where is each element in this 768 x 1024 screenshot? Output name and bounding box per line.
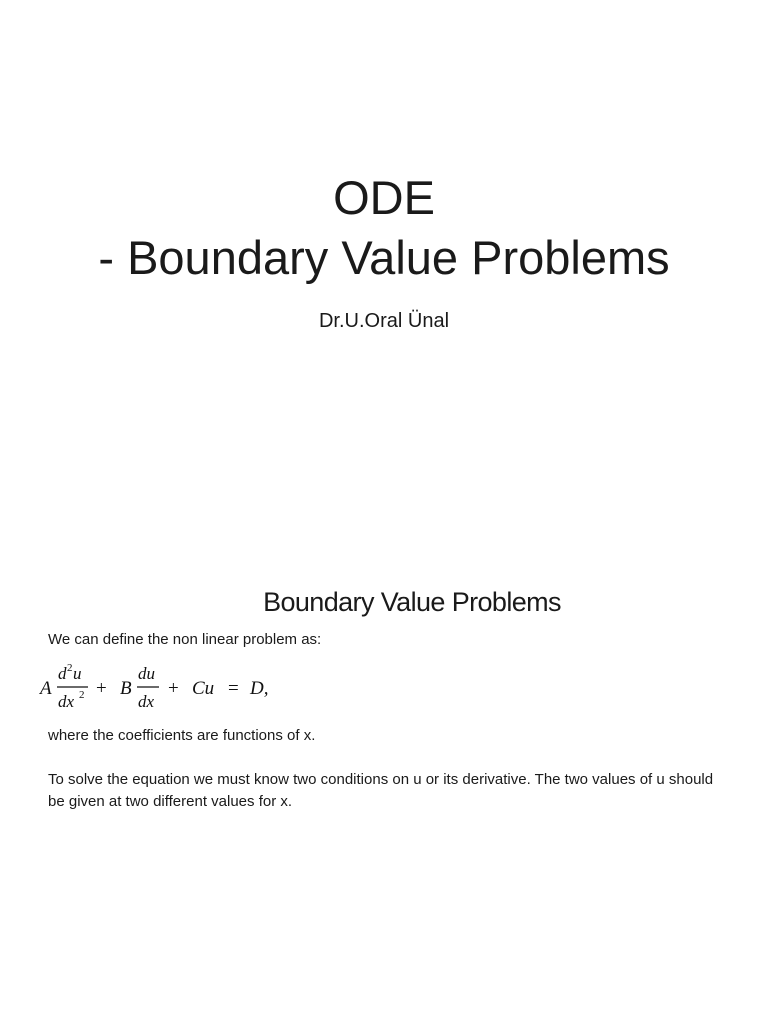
eq-d2-exp: 2: [67, 662, 73, 674]
eq-coef-a: A: [40, 678, 52, 699]
eq-du-num: du: [138, 664, 155, 683]
differential-equation: [38, 660, 288, 718]
eq-dx-den-2: dx: [138, 692, 155, 711]
coefficients-paragraph: where the coefficients are functions of x.: [48, 727, 316, 744]
eq-plus-1: +: [96, 678, 107, 699]
eq-dx-den: dx: [58, 692, 75, 711]
eq-coef-b: B: [120, 678, 132, 699]
solve-paragraph: To solve the equation we must know two conditions on u or its derivative. The two values of u should be given at two different values for x.: [48, 771, 714, 810]
slide-title-line-1: ODE: [333, 171, 435, 224]
content-slide: [0, 512, 768, 1024]
slide-heading: Boundary Value Problems: [263, 587, 561, 617]
eq-plus-2: +: [168, 678, 179, 699]
author-name: Dr.U.Oral Ünal: [318, 310, 450, 332]
eq-dx-exp: 2: [79, 689, 85, 701]
eq-equals: =: [228, 678, 239, 699]
intro-paragraph: We can define the non linear problem as:: [48, 631, 322, 648]
eq-d: D,: [250, 678, 269, 699]
slide-title-line-2: - Boundary Value Problems: [98, 231, 670, 284]
eq-d2-u: u: [73, 664, 82, 683]
eq-d2-d: d: [58, 664, 67, 683]
eq-cu: Cu: [192, 678, 215, 699]
